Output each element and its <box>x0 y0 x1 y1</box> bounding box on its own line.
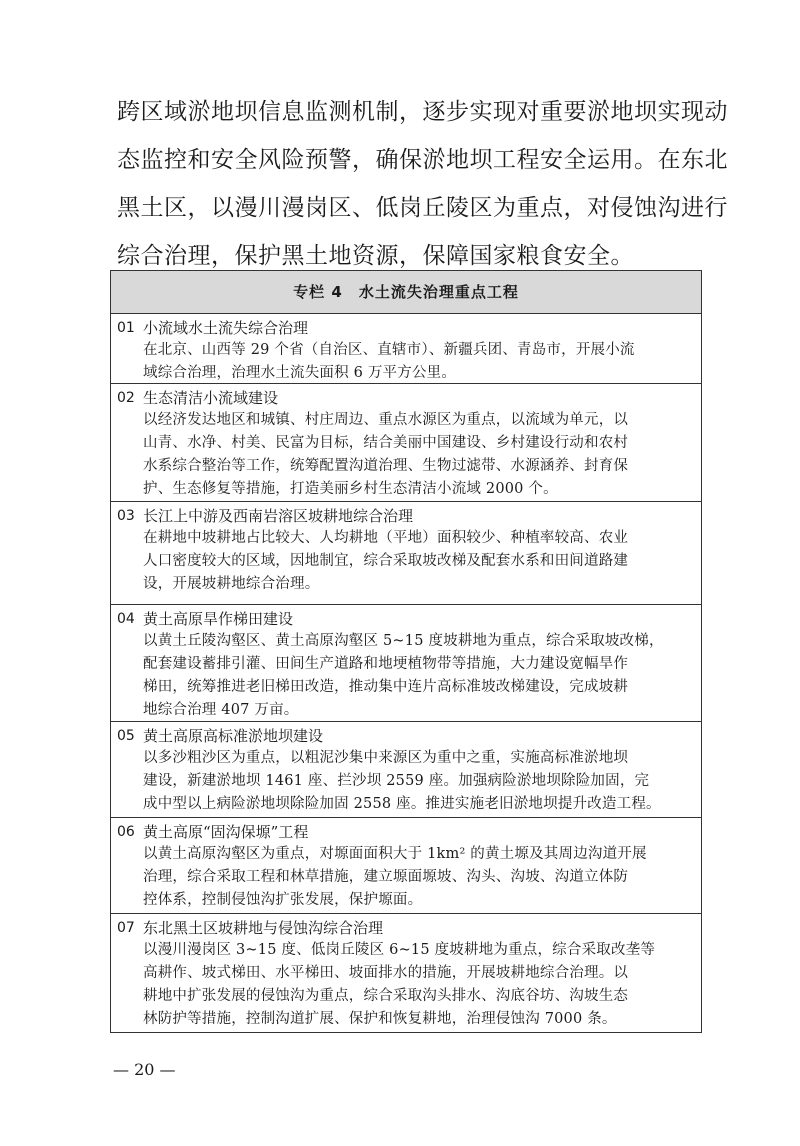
item-line: 配套建设蓄排引灌、田间生产道路和地埂植物带等措施，大力建设宽幅旱作 <box>143 656 629 672</box>
special-column-box <box>110 270 702 1033</box>
item-body <box>143 630 697 722</box>
item-line: 在耕地中坡耕地占比较大、人均耕地（平地）面积较少、种植率较高、农业 <box>143 530 629 546</box>
item-body <box>143 409 697 501</box>
item-line: 地综合治理 407 万亩。 <box>143 702 299 718</box>
item-body <box>143 843 697 912</box>
item-line: 高耕作、坡式梯田、水平梯田、坡面排水的措施，开展坡耕地综合治理。以 <box>143 965 629 981</box>
item-number: 07 <box>117 920 135 936</box>
item-line: 梯田，统筹推进老旧梯田改造，推动集中连片高标准坡改梯建设，完成坡耕 <box>143 679 629 695</box>
item-line: 以经济发达地区和城镇、村庄周边、重点水源区为重点，以流域为单元，以 <box>143 412 629 428</box>
item-title: 长江上中游及西南岩溶区坡耕地综合治理 <box>143 507 414 525</box>
item-number: 03 <box>117 508 135 524</box>
project-item-02 <box>111 384 701 502</box>
item-number: 06 <box>117 824 135 840</box>
intro-line: 跨区域淤地坝信息监测机制，逐步实现对重要淤地坝实现动 <box>117 99 728 125</box>
item-number: 04 <box>117 611 135 627</box>
item-line: 山青、水净、村美、民富为目标，结合美丽中国建设、乡村建设行动和农村 <box>143 435 629 451</box>
item-line: 林防护等措施，控制沟道扩展、保护和恢复耕地，治理侵蚀沟 7000 条。 <box>143 1011 617 1027</box>
item-title: 黄土高原高标准淤地坝建设 <box>143 727 324 745</box>
item-title: 生态清洁小流域建设 <box>143 389 279 407</box>
item-body <box>143 339 697 385</box>
item-line: 护、生态修复等措施，打造美丽乡村生态清洁小流域 2000 个。 <box>143 481 558 497</box>
item-number: 05 <box>117 728 135 744</box>
item-line: 以黄土高原沟壑区为重点，对塬面面积大于 1km² 的黄土塬及其周边沟道开展 <box>143 846 647 862</box>
item-body <box>143 939 697 1031</box>
item-number: 02 <box>117 390 135 406</box>
project-item-05 <box>111 722 701 818</box>
item-line: 域综合治理，治理水土流失面积 6 万平方公里。 <box>143 365 457 381</box>
intro-line: 综合治理，保护黑土地资源，保障国家粮食安全。 <box>117 243 634 269</box>
intro-line: 黑土区，以漫川漫岗区、低岗丘陵区为重点，对侵蚀沟进行 <box>117 195 728 221</box>
intro-line: 态监控和安全风险预警，确保淤地坝工程安全运用。在东北 <box>117 147 728 173</box>
item-line: 以黄土丘陵沟壑区、黄土高原沟壑区 5~15 度坡耕地为重点，综合采取坡改梯， <box>143 633 664 649</box>
intro-paragraph <box>117 88 728 280</box>
item-body <box>143 747 697 816</box>
item-line: 水系综合整治等工作，统筹配置沟道治理、生物过滤带、水源涵养、封育保 <box>143 458 629 474</box>
item-title: 黄土高原“固沟保塬”工程 <box>143 823 309 841</box>
item-line: 成中型以上病险淤地坝除险加固 2558 座。推进实施老旧淤地坝提升改造工程。 <box>143 796 661 812</box>
item-line: 在北京、山西等 29 个省（自治区、直辖市）、新疆兵团、青岛市，开展小流 <box>143 342 635 358</box>
item-title: 黄土高原旱作梯田建设 <box>143 610 294 628</box>
item-line: 人口密度较大的区域，因地制宜，综合采取坡改梯及配套水系和田间道路建 <box>143 553 629 569</box>
item-line: 以漫川漫岗区 3~15 度、低岗丘陵区 6~15 度坡耕地为重点，综合采取改垄等 <box>143 942 656 958</box>
project-item-06 <box>111 818 701 914</box>
item-line: 设，开展坡耕地综合治理。 <box>143 576 320 592</box>
project-item-03 <box>111 502 701 605</box>
item-body <box>143 527 697 596</box>
item-line: 建设，新建淤地坝 1461 座、拦沙坝 2559 座。加强病险淤地坝除险加固，完 <box>143 773 650 789</box>
item-line: 耕地中扩张发展的侵蚀沟为重点，综合采取沟头排水、沟底谷坊、沟坡生态 <box>143 988 629 1004</box>
item-number: 01 <box>117 320 135 336</box>
item-title: 小流域水土流失综合治理 <box>143 319 309 337</box>
page-number: — 20 — <box>113 1060 176 1079</box>
project-item-04 <box>111 605 701 722</box>
item-line: 以多沙粗沙区为重点，以粗泥沙集中来源区为重中之重，实施高标准淤地坝 <box>143 750 629 766</box>
item-line: 治理，综合采取工程和林草措施，建立塬面塬坡、沟头、沟坡、沟道立体防 <box>143 869 629 885</box>
project-item-01 <box>111 314 701 384</box>
project-item-07 <box>111 914 701 1032</box>
item-line: 控体系，控制侵蚀沟扩张发展，保护塬面。 <box>143 892 423 908</box>
box-title: 专栏 4 水土流失治理重点工程 <box>111 271 701 314</box>
item-title: 东北黑土区坡耕地与侵蚀沟综合治理 <box>143 919 384 937</box>
